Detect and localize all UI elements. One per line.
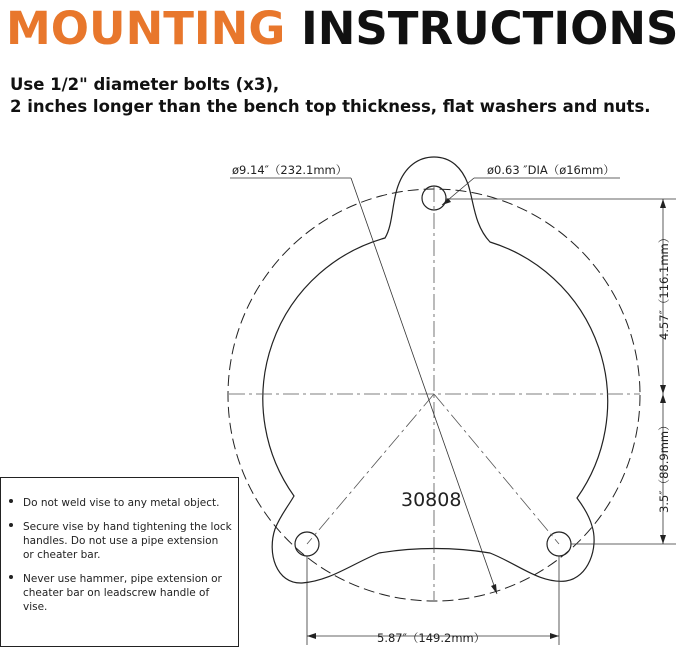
note-item — [9, 496, 232, 510]
note-text: Never use hammer, pipe extension or cheater bar on leadscrew handle of vise. — [23, 573, 222, 613]
dimension-arrows — [307, 198, 666, 639]
dimension-lines — [230, 178, 676, 645]
part-number: 30808 — [401, 489, 462, 511]
bullet-icon — [9, 499, 17, 507]
bolt-instructions-line-2: 2 inches longer than the bench top thickness, flat washers and nuts. — [10, 97, 651, 116]
note-text: Secure vise by hand tightening the lock handles. Do not use a pipe extension or cheater bar. — [23, 521, 232, 561]
note-item — [9, 572, 232, 614]
base-plate-outline — [263, 157, 608, 583]
lower-vertical-dimension: 3.5″（88.9mm） — [657, 419, 671, 513]
title-mounting: MOUNTING — [6, 2, 286, 55]
hole-diameter-dimension: ø0.63 ″DIA（ø16mm） — [487, 163, 615, 177]
note-item — [9, 520, 232, 562]
horizontal-dimension: 5.87″（149.2mm） — [377, 631, 486, 645]
upper-vertical-dimension: 4.57″（116.1mm） — [657, 231, 671, 340]
title-instructions: INSTRUCTIONS — [300, 2, 679, 55]
bolt-circle-dimension: ø9.14″（232.1mm） — [232, 163, 348, 177]
bullet-icon — [9, 523, 17, 531]
bullet-icon — [9, 575, 17, 583]
safety-notes-box — [0, 477, 239, 647]
note-text: Do not weld vise to any metal object. — [23, 497, 220, 509]
bolt-instructions-line-1: Use 1/2" diameter bolts (x3), — [10, 75, 280, 94]
